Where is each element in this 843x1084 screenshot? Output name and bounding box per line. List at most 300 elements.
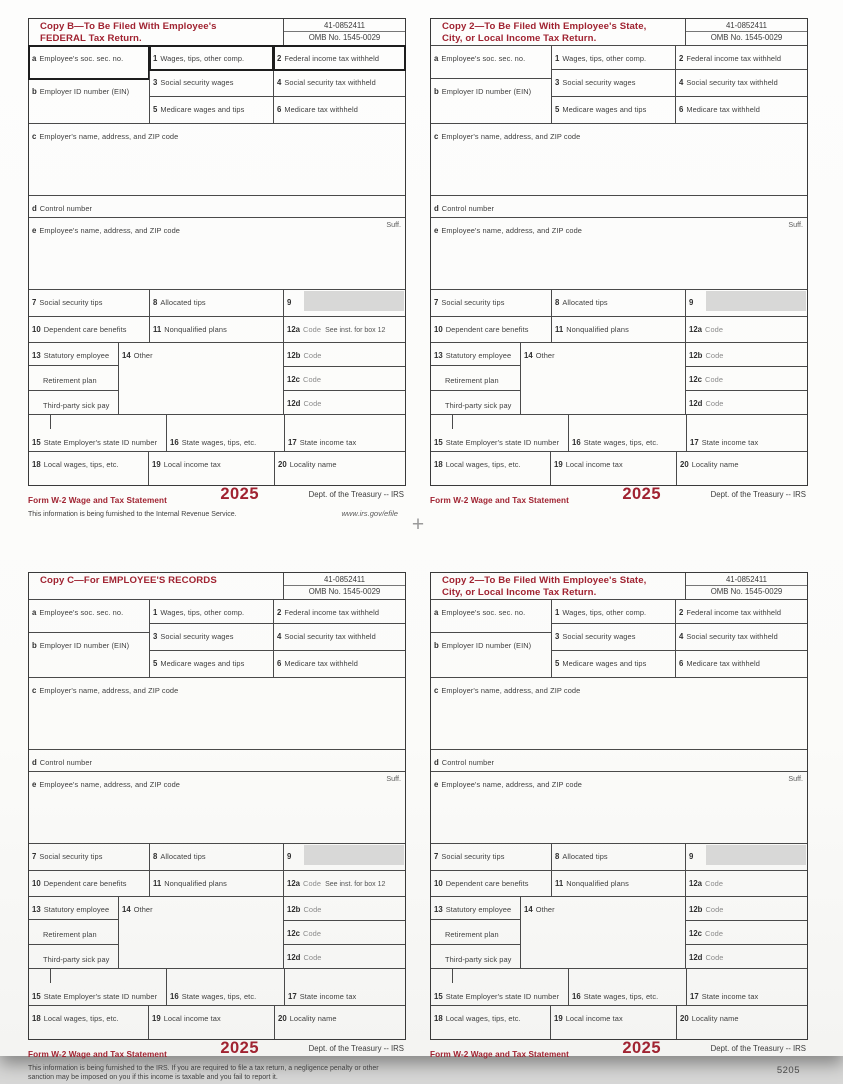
box-11-nonqualified-plans (149, 871, 283, 896)
row-18-19-20 (29, 1006, 405, 1039)
box-number: d (32, 758, 37, 767)
box-number: 12c (287, 375, 301, 384)
box-3-social-security-wages (552, 70, 675, 97)
box-number: 15 (32, 438, 41, 447)
box-label: Dependent care benefits (43, 879, 127, 888)
box-13-retirement-plan (29, 920, 118, 945)
box-17-state-income-tax (284, 969, 405, 1005)
form-header (29, 573, 405, 600)
box-13-statutory-employee (431, 897, 520, 920)
box-a-employee-ssn (29, 46, 149, 79)
box-number: 7 (32, 298, 37, 307)
box-number: 12d (689, 953, 703, 962)
box-label: Medicare wages and tips (160, 105, 245, 114)
box-label: Local wages, tips, etc. (445, 1014, 521, 1023)
tax-year: 2025 (220, 1039, 260, 1057)
box-number: 20 (278, 460, 287, 469)
box-number: 4 (679, 78, 684, 87)
box-number: 13 (434, 351, 443, 360)
box-number: 14 (524, 905, 533, 914)
box-label: Social security tax withheld (686, 78, 778, 87)
box-number: 12b (689, 905, 703, 914)
box-6-medicare-tax (676, 97, 807, 123)
box-label: Allocated tips (562, 852, 608, 861)
box-c-employer-name-address (431, 124, 807, 196)
box-label: Allocated tips (160, 298, 206, 307)
box-number: 16 (170, 992, 179, 1001)
box-label: State wages, tips, etc. (181, 438, 257, 447)
box-13-statutory-employee (29, 343, 118, 366)
box-number: 12a (689, 879, 703, 888)
box-number: 3 (153, 632, 158, 641)
box-number: 19 (152, 1014, 161, 1023)
form-header (29, 19, 405, 46)
box-label: Control number (39, 204, 93, 213)
row-15-16-17 (431, 969, 807, 1006)
copy-title (431, 573, 685, 599)
box-number: 12c (689, 375, 703, 384)
box-6-medicare-tax (274, 97, 405, 123)
box-label: Retirement plan (445, 376, 499, 385)
box-5-medicare-wages (150, 651, 273, 677)
copy-title-line2: City, or Local Income Tax Return. (442, 586, 597, 598)
box-label: Medicare tax withheld (284, 659, 358, 668)
header-right-cell (685, 19, 807, 45)
box-7-social-security-tips (29, 290, 149, 316)
payer-ein: 41-0852411 (686, 573, 807, 586)
row-15-16-17 (29, 415, 405, 452)
box-number: b (32, 87, 37, 96)
box-2-federal-tax-withheld (274, 600, 405, 624)
box-number: 14 (524, 351, 533, 360)
box-label: Wages, tips, other comp. (562, 54, 647, 63)
box-d-control-number (29, 196, 405, 218)
box-17-state-income-tax (686, 969, 807, 1005)
box-label: Allocated tips (562, 298, 608, 307)
box-16-state-wages (166, 415, 284, 451)
wages-column (551, 46, 675, 123)
box-number: 18 (32, 460, 41, 469)
form-name: Form W-2 Wage and Tax Statement (28, 1050, 167, 1059)
box-number: 2 (679, 54, 684, 63)
box-4-social-security-tax (274, 70, 405, 97)
box-number: 17 (288, 992, 297, 1001)
box-label: Retirement plan (43, 376, 97, 385)
wages-column (149, 46, 273, 123)
box-number: 19 (152, 460, 161, 469)
treasury-dept: Dept. of the Treasury -- IRS (710, 1044, 806, 1053)
box-number: 12b (689, 351, 703, 360)
box-label: Social security tips (441, 852, 505, 861)
box-label: State Employer's state ID number (445, 438, 560, 447)
row-10-11-12a (29, 871, 405, 897)
box-label: Employer's name, address, and ZIP code (441, 686, 581, 695)
box-e-employee-name-address (29, 772, 405, 844)
box-number: 20 (680, 460, 689, 469)
box-number: 3 (555, 78, 560, 87)
box-label: Social security tips (39, 298, 103, 307)
box-number: 1 (555, 608, 560, 617)
box-label: Other (133, 905, 153, 914)
box-label: Local income tax (565, 460, 623, 469)
form-header (431, 573, 807, 600)
box-number: e (434, 780, 439, 789)
box-number: 17 (288, 438, 297, 447)
box-label: Locality name (289, 1014, 337, 1023)
box-label: State wages, tips, etc. (583, 992, 659, 1001)
box-label: Employee's soc. sec. no. (441, 54, 526, 63)
box-3-social-security-wages (150, 624, 273, 651)
box-label: Code (705, 905, 724, 914)
box-12d-code (284, 391, 405, 414)
box-label: State income tax (299, 992, 357, 1001)
box-10-dependent-care-benefits (29, 317, 149, 342)
box-number: 13 (32, 905, 41, 914)
box-label: Social security wages (562, 632, 636, 641)
box-number: 17 (690, 992, 699, 1001)
box-6-medicare-tax (274, 651, 405, 677)
box-label: Nonqualified plans (164, 325, 227, 334)
boxes-1-to-6-block (29, 600, 405, 678)
box-e-employee-name-address (431, 218, 807, 290)
boxes-1-to-6-block (431, 600, 807, 678)
box-13-third-party-sick-pay (29, 391, 118, 415)
box-number: a (32, 54, 37, 63)
suffix-label: Suff. (386, 220, 401, 229)
box-label: Employer ID number (EIN) (39, 87, 130, 96)
box-1-wages (150, 600, 273, 624)
box-number: d (434, 204, 439, 213)
box-number: 9 (287, 852, 292, 861)
row-7-8-9 (29, 290, 405, 317)
box-c-employer-name-address (29, 124, 405, 196)
box-18-local-wages (29, 452, 148, 485)
box-12c-code (686, 367, 807, 391)
box-number: e (32, 226, 37, 235)
box-number: 3 (555, 632, 560, 641)
footer-line-1 (430, 485, 808, 508)
box-9-gray-shading (706, 291, 806, 311)
box-label: Statutory employee (445, 905, 512, 914)
box-number: 2 (679, 608, 684, 617)
box-number: 12c (689, 929, 703, 938)
copy-title (431, 19, 685, 45)
furnishing-note: This information is being furnished to the Internal Revenue Service. (28, 511, 237, 518)
box-label: Statutory employee (43, 351, 110, 360)
box-number: b (32, 641, 37, 650)
form-footer (430, 1039, 808, 1084)
box-label: Social security tax withheld (284, 632, 376, 641)
box-label: Employee's soc. sec. no. (39, 608, 124, 617)
box-a-employee-ssn (431, 46, 551, 79)
footer-line-2 (28, 510, 400, 519)
row-10-11-12a (431, 317, 807, 343)
box-19-local-income-tax (148, 1006, 274, 1039)
box-label: Employer's name, address, and ZIP code (39, 132, 179, 141)
copy-title-line2: City, or Local Income Tax Return. (442, 32, 597, 44)
box-label: State income tax (701, 438, 759, 447)
box-label: Nonqualified plans (164, 879, 227, 888)
box-number: 11 (555, 879, 564, 888)
box-12-instructions-note: See inst. for box 12 (325, 881, 386, 888)
box-label: Allocated tips (160, 852, 206, 861)
box-7-social-security-tips (29, 844, 149, 870)
box-number: b (434, 87, 439, 96)
box-16-state-wages (568, 969, 686, 1005)
withheld-column (675, 600, 807, 677)
box-label: Other (535, 351, 555, 360)
box-12a-code (685, 871, 807, 896)
box-number: 9 (287, 298, 292, 307)
box-number: 6 (679, 659, 684, 668)
form-header (431, 19, 807, 46)
box-18-local-wages (29, 1006, 148, 1039)
treasury-dept: Dept. of the Treasury -- IRS (308, 490, 404, 499)
box-number: a (434, 54, 439, 63)
w2-form-copy-2-state-top (430, 18, 808, 530)
box-6-medicare-tax (676, 651, 807, 677)
box-number: 1 (153, 608, 158, 617)
box-number: 13 (434, 905, 443, 914)
withheld-column (273, 46, 405, 123)
box-number: 7 (434, 298, 439, 307)
box-number: 14 (122, 351, 131, 360)
tax-year: 2025 (220, 485, 260, 503)
box-5-medicare-wages (552, 651, 675, 677)
box-13-third-party-sick-pay (431, 945, 520, 969)
box-number: 4 (277, 78, 282, 87)
box-10-dependent-care-benefits (431, 317, 551, 342)
box-label: Dependent care benefits (445, 325, 529, 334)
box-number: 17 (690, 438, 699, 447)
box-label: State income tax (701, 992, 759, 1001)
header-right-cell (283, 19, 405, 45)
box-12d-code (686, 391, 807, 414)
box-number: 11 (555, 325, 564, 334)
box-9-shaded (283, 844, 405, 870)
copy-title-line1: Copy C—For EMPLOYEE'S RECORDS (40, 575, 217, 586)
form-footer (28, 1039, 406, 1084)
box-12c-code (284, 921, 405, 945)
box-number: 12b (287, 351, 301, 360)
box-number: 15 (32, 992, 41, 1001)
copy-title-line1: Copy B—To Be Filed With Employee's (40, 21, 217, 32)
header-right-cell (685, 573, 807, 599)
box-2-federal-tax-withheld (274, 46, 405, 70)
row-18-19-20 (29, 452, 405, 485)
w2-form-copy-2-state-bottom (430, 572, 808, 1084)
box-9-gray-shading (304, 845, 404, 865)
box-number: 20 (680, 1014, 689, 1023)
box-13-checkboxes (29, 897, 118, 968)
box-label: Other (133, 351, 153, 360)
box-label: Code (705, 325, 724, 334)
box-number: c (32, 132, 37, 141)
box-8-allocated-tips (149, 290, 283, 316)
box-label: Employee's name, address, and ZIP code (441, 226, 582, 235)
box-label: Social security wages (160, 632, 234, 641)
box-1-wages (150, 46, 273, 70)
box-label: State Employer's state ID number (43, 438, 158, 447)
tax-year: 2025 (622, 485, 662, 503)
row-7-8-9 (431, 844, 807, 871)
box-label: Retirement plan (445, 930, 499, 939)
box-number: 5 (153, 659, 158, 668)
box-label: Social security tips (39, 852, 103, 861)
box-number: 7 (434, 852, 439, 861)
copy-title-line2: FEDERAL Tax Return. (40, 32, 142, 44)
box-13-statutory-employee (29, 897, 118, 920)
suffix-label: Suff. (386, 774, 401, 783)
box-number: a (32, 608, 37, 617)
form-name: Form W-2 Wage and Tax Statement (28, 496, 167, 505)
row-10-11-12a (29, 317, 405, 343)
box-number: e (32, 780, 37, 789)
box-number: 11 (153, 879, 162, 888)
box-label: Third-party sick pay (43, 955, 110, 964)
box-label: Employee's name, address, and ZIP code (39, 780, 180, 789)
box-number: 12a (689, 325, 703, 334)
box-13-checkboxes (431, 343, 520, 414)
box-5-medicare-wages (552, 97, 675, 123)
row-7-8-9 (29, 844, 405, 871)
box-number: 10 (32, 325, 41, 334)
box-label: Code (303, 953, 322, 962)
box-number: 15 (434, 438, 443, 447)
box-number: 8 (153, 852, 158, 861)
box-number: 13 (32, 351, 41, 360)
box-label: Nonqualified plans (566, 325, 629, 334)
box-label: Code (303, 399, 322, 408)
box-label: Medicare tax withheld (686, 105, 760, 114)
box-label: Federal income tax withheld (686, 608, 782, 617)
left-id-column (431, 46, 551, 123)
omb-number: OMB No. 1545-0029 (710, 587, 783, 596)
box-number: 12c (287, 929, 301, 938)
box-label: Code (705, 375, 724, 384)
box-12a-code (283, 317, 405, 342)
box-number: 15 (434, 992, 443, 1001)
box-e-employee-name-address (431, 772, 807, 844)
row-18-19-20 (431, 452, 807, 485)
box-10-dependent-care-benefits (29, 871, 149, 896)
box-19-local-income-tax (550, 452, 676, 485)
box-number: 11 (153, 325, 162, 334)
box-15-state-employer-id (431, 415, 568, 451)
box-label: Control number (441, 204, 495, 213)
box-1-wages (552, 46, 675, 70)
wages-column (149, 600, 273, 677)
box-number: c (434, 132, 439, 141)
box-number: 6 (277, 659, 282, 668)
box-number: 18 (434, 1014, 443, 1023)
box-number: 5 (153, 105, 158, 114)
box-label: Third-party sick pay (445, 955, 512, 964)
box-label: Employee's name, address, and ZIP code (441, 780, 582, 789)
box-number: a (434, 608, 439, 617)
box-9-shaded (685, 844, 807, 870)
left-id-column (431, 600, 551, 677)
box-label: Social security tips (441, 298, 505, 307)
box-label: State Employer's state ID number (43, 992, 158, 1001)
box-label: Code (303, 325, 322, 334)
box-number: 5 (555, 105, 560, 114)
box-label: Employee's soc. sec. no. (441, 608, 526, 617)
box-17-state-income-tax (686, 415, 807, 451)
registration-cross-mark: + (411, 513, 425, 536)
box-number: 12a (287, 879, 301, 888)
box-label: State wages, tips, etc. (181, 992, 257, 1001)
box-4-social-security-tax (676, 624, 807, 651)
box-14-other (118, 897, 283, 968)
payer-ein: 41-0852411 (284, 19, 405, 32)
payer-ein: 41-0852411 (686, 19, 807, 32)
box-number: 10 (434, 325, 443, 334)
box-label: Code (303, 929, 322, 938)
four-up-form-grid (28, 18, 808, 1084)
box-label: Code (705, 879, 724, 888)
box-13-third-party-sick-pay (29, 945, 118, 969)
box-number: 18 (434, 460, 443, 469)
w2-form-border (430, 18, 808, 486)
box-20-locality-name (274, 1006, 405, 1039)
box-8-allocated-tips (551, 844, 685, 870)
box-12-instructions-note: See inst. for box 12 (325, 327, 386, 334)
copy-title-line1: Copy 2—To Be Filed With Employee's State, (442, 21, 647, 32)
box-label: Code (705, 953, 724, 962)
w2-form-border (430, 572, 808, 1040)
box-12bcd-column (283, 343, 405, 414)
row-15-16-17 (29, 969, 405, 1006)
box-a-employee-ssn (431, 600, 551, 633)
box-9-gray-shading (706, 845, 806, 865)
left-id-column (29, 600, 149, 677)
box-number: 12d (689, 399, 703, 408)
box-c-employer-name-address (29, 678, 405, 750)
box-10-dependent-care-benefits (431, 871, 551, 896)
box-12d-code (284, 945, 405, 968)
box-label: Employer's name, address, and ZIP code (441, 132, 581, 141)
omb-number: OMB No. 1545-0029 (308, 587, 381, 596)
box-number: 10 (32, 879, 41, 888)
box-9-gray-shading (304, 291, 404, 311)
box-4-social-security-tax (274, 624, 405, 651)
box-20-locality-name (676, 1006, 807, 1039)
w2-form-copy-b (28, 18, 406, 530)
box-number: 2 (277, 54, 282, 63)
box-12b-code (284, 897, 405, 921)
box-b-employer-ein (431, 79, 551, 123)
box-label: Social security tax withheld (284, 78, 376, 87)
box-13-checkboxes (431, 897, 520, 968)
box-label: Wages, tips, other comp. (160, 608, 245, 617)
box-label: Local income tax (565, 1014, 623, 1023)
box-d-control-number (431, 196, 807, 218)
box-label: Local income tax (163, 1014, 221, 1023)
box-b-employer-ein (29, 79, 149, 123)
footer-line-2 (28, 1064, 400, 1082)
box-2-federal-tax-withheld (676, 46, 807, 70)
box-18-local-wages (431, 452, 550, 485)
box-label: Third-party sick pay (445, 401, 512, 410)
box-c-employer-name-address (431, 678, 807, 750)
box-number: 9 (689, 852, 694, 861)
box-label: Local wages, tips, etc. (445, 460, 521, 469)
form-footer (28, 485, 406, 530)
box-3-social-security-wages (552, 624, 675, 651)
box-4-social-security-tax (676, 70, 807, 97)
row-13-14-12bcd (29, 343, 405, 415)
